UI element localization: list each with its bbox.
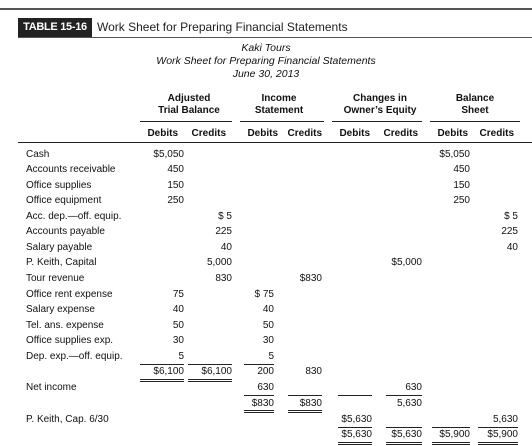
sum-line [478, 427, 518, 428]
cell-value: 5 [178, 351, 184, 362]
row-label: Office equipment [26, 195, 102, 206]
group-underline [140, 121, 232, 122]
cell-value: 630 [405, 382, 422, 393]
row-label: Office rent expense [26, 289, 113, 300]
row-label: Tel. ans. expense [26, 320, 104, 331]
cell-value: 450 [453, 164, 470, 175]
sum-line [140, 364, 184, 365]
cell-value: 40 [172, 304, 184, 315]
double-rule [338, 442, 372, 443]
row-label: P. Keith, Capital [26, 257, 97, 268]
row-label: P. Keith, Cap. 6/30 [26, 414, 109, 425]
cell-value: $5,630 [341, 429, 372, 440]
col-header: Credits [287, 128, 322, 139]
double-rule [386, 444, 422, 445]
cell-value: $5,900 [439, 429, 470, 440]
table-number-tag: TABLE 15-16 [18, 18, 92, 37]
cell-value: 450 [167, 164, 184, 175]
cell-value: $ 75 [254, 289, 274, 300]
cell-value: $5,900 [487, 429, 518, 440]
group-line2: Owner’s Equity [343, 105, 417, 116]
cell-value: 200 [257, 366, 274, 377]
cell-value: 830 [305, 366, 322, 377]
group-changes-owners-equity [330, 93, 430, 117]
cell-value: $830 [251, 398, 274, 409]
cell-value: 5,630 [396, 398, 422, 409]
cell-value: 30 [262, 335, 274, 346]
cell-value: 75 [172, 289, 184, 300]
group-underline [332, 121, 422, 122]
col-header: Credits [383, 128, 418, 139]
double-rule [338, 444, 372, 445]
cell-value: 630 [257, 382, 274, 393]
group-adjusted-trial-balance [140, 93, 238, 117]
sum-line [386, 427, 422, 428]
sum-line [386, 395, 422, 396]
cell-value: $5,630 [391, 429, 422, 440]
report-date: June 30, 2013 [232, 68, 300, 80]
group-line1: Income [261, 93, 297, 104]
row-label: Office supplies [26, 180, 92, 191]
cell-value: 50 [172, 320, 184, 331]
cell-value: $5,050 [153, 149, 184, 160]
double-rule [432, 442, 470, 443]
cell-value: $5,050 [439, 149, 470, 160]
row-label: Acc. dep.—off. equip. [26, 211, 122, 222]
row-label: Accounts receivable [26, 164, 116, 175]
double-rule [432, 444, 470, 445]
group-line1: Balance [455, 93, 495, 104]
col-header: Debits [437, 128, 468, 139]
cell-value: $5,630 [341, 414, 372, 425]
col-header: Debits [247, 128, 278, 139]
cell-value: 150 [453, 180, 470, 191]
cell-value: 5,630 [492, 414, 518, 425]
group-line2: Trial Balance [158, 105, 220, 116]
cell-value: 40 [220, 242, 232, 253]
cell-value: 250 [167, 195, 184, 206]
sum-line [288, 395, 322, 396]
cell-value: 5 [268, 351, 274, 362]
col-header: Debits [147, 128, 178, 139]
group-line2: Statement [254, 105, 304, 116]
top-rule [0, 8, 532, 10]
double-rule [140, 379, 184, 380]
figure-title: Work Sheet for Preparing Financial Statements [97, 20, 348, 34]
row-label: Salary expense [26, 304, 95, 315]
cell-value: $6,100 [153, 366, 184, 377]
cell-value: 30 [172, 335, 184, 346]
double-rule [188, 381, 232, 382]
sum-line [432, 427, 470, 428]
cell-value: 830 [215, 273, 232, 284]
group-line1: Changes in [353, 93, 407, 104]
row-label: Dep. exp.—off. equip. [26, 351, 123, 362]
double-rule [244, 412, 274, 413]
sum-line [244, 364, 274, 365]
col-header: Debits [339, 128, 370, 139]
cell-value: 50 [262, 320, 274, 331]
cell-value: 40 [506, 242, 518, 253]
header-rule [18, 142, 532, 143]
cell-value: 5,000 [206, 257, 232, 268]
group-line2: Sheet [461, 105, 489, 116]
cell-value: 250 [453, 195, 470, 206]
cell-value: 40 [262, 304, 274, 315]
cell-value: $ 5 [504, 211, 518, 222]
report-name: Work Sheet for Preparing Financial Statements [156, 55, 376, 67]
row-label: Net income [26, 382, 77, 393]
group-underline [430, 121, 520, 122]
row-label: Salary payable [26, 242, 93, 253]
group-underline [240, 121, 324, 122]
company-name: Kaki Tours [241, 42, 291, 54]
row-label: Office supplies exp. [26, 335, 114, 346]
double-rule [478, 442, 518, 443]
group-balance-sheet [430, 93, 520, 117]
cell-value: $830 [299, 398, 322, 409]
double-rule [188, 379, 232, 380]
cell-value: $ 5 [218, 211, 232, 222]
col-header: Credits [191, 128, 226, 139]
cell-value: $5,000 [391, 257, 422, 268]
double-rule [244, 410, 274, 411]
row-label: Cash [26, 149, 50, 160]
sum-line [338, 395, 372, 396]
double-rule [288, 410, 322, 411]
cell-value: $830 [299, 273, 322, 284]
sum-line [338, 427, 372, 428]
sum-line [244, 395, 274, 396]
col-header: Credits [479, 128, 514, 139]
group-income-statement [234, 93, 324, 117]
cell-value: 225 [501, 226, 518, 237]
cell-value: 225 [215, 226, 232, 237]
double-rule [288, 412, 322, 413]
cell-value: 150 [167, 180, 184, 191]
row-label: Tour revenue [26, 273, 85, 284]
sum-line [188, 364, 232, 365]
double-rule [478, 444, 518, 445]
row-label: Accounts payable [26, 226, 105, 237]
title-rule [18, 37, 532, 38]
double-rule [140, 381, 184, 382]
double-rule [386, 442, 422, 443]
cell-value: $6,100 [201, 366, 232, 377]
group-line1: Adjusted [167, 93, 211, 104]
